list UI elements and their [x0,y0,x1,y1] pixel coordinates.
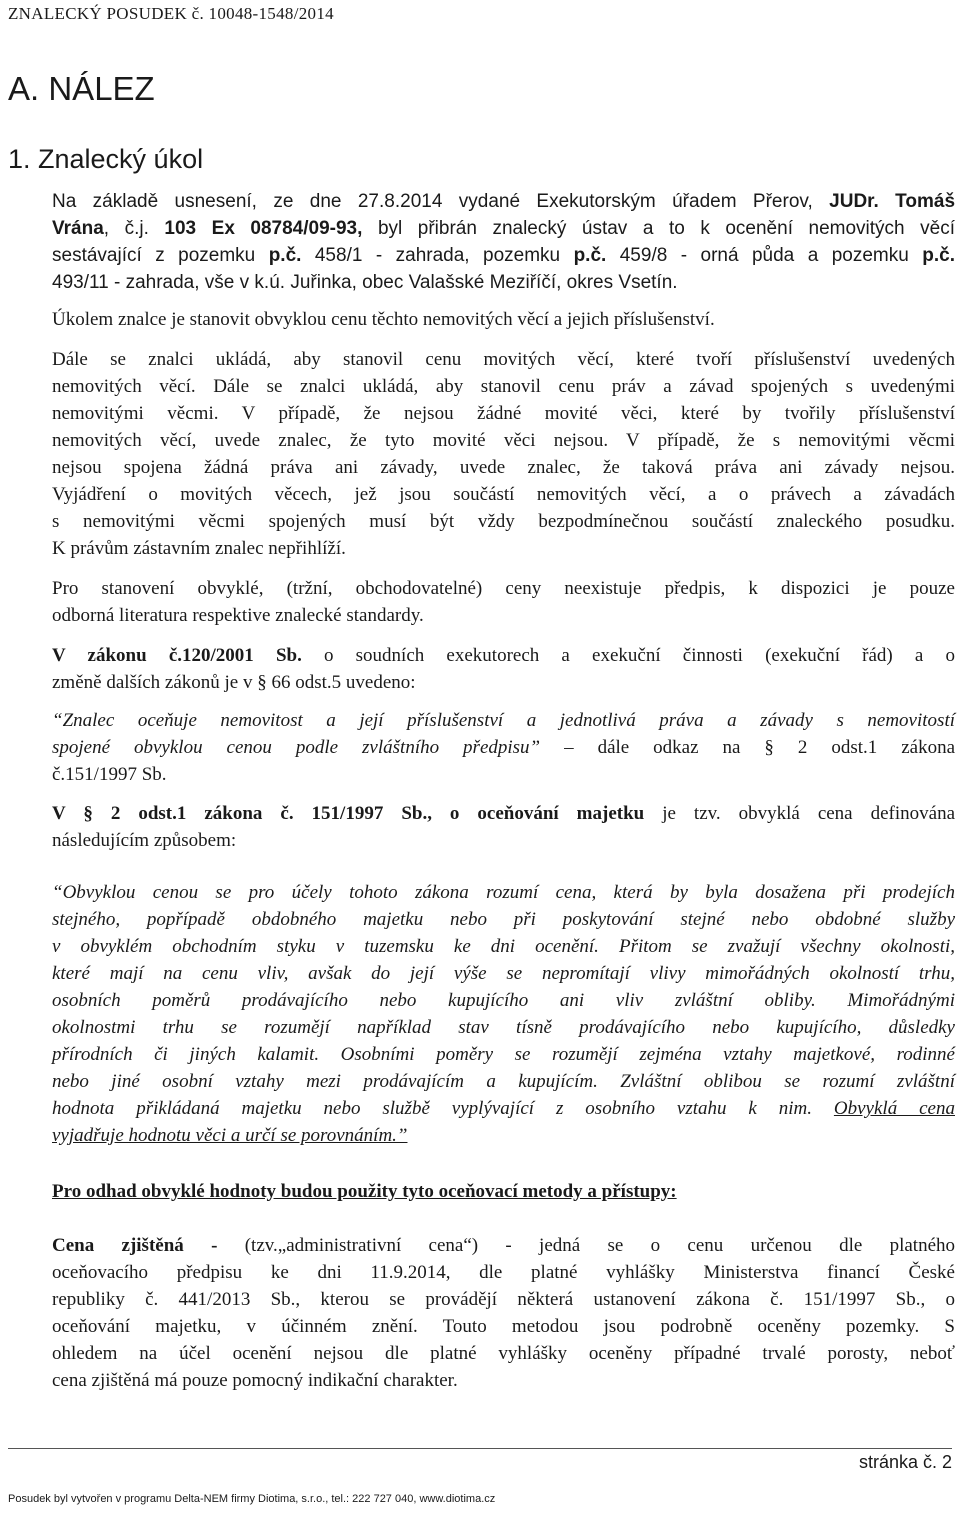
text-line: sestávající z pozemku p.č. 458/1 - zahrada, pozemku p.č. 459/8 - orná půda a pozemku p.č. [52,245,955,266]
quote-line: stejného, popřípadě obdobného majetku nebo při poskytování stejné nebo obdobné služby [52,909,955,930]
text-line: Dále se znalci ukládá, aby stanovil cenu movitých věcí, které tvoří příslušenství uvedených [52,349,955,370]
text-line: nemovitých věcí, uvede znalec, že tyto movité věci nejsou. V případě, že s nemovitými věcmi [52,430,955,451]
quote-line: které mají na cenu vliv, avšak do její výše se nepromítají vlivy mimořádných okolností trhu, [52,963,955,984]
section-title: A. NÁLEZ [8,70,155,107]
text-line: Pro stanovení obvyklé, (tržní, obchodovatelné) ceny neexistuje předpis, k dispozici je pouze [52,578,955,599]
text-line: změně dalších zákonů je v § 66 odst.5 uvedeno: [52,672,416,693]
text-line: nejsou spojena žádná práva ani závady, uvede znalec, že taková práva ani závady nejsou. [52,457,955,478]
quote-line: nebo jiné osobní vztahy mezi prodávajícím a kupujícím. Zvláštní oblibou se rozumí zvláštní [52,1071,955,1092]
page-number: stránka č. 2 [858,1452,952,1472]
quote-line: vyjadřuje hodnotu věci a určí se porovnáním.” [52,1125,408,1146]
methods-heading: Pro odhad obvyklé hodnoty budou použity tyto oceňovací metody a přístupy: [52,1181,677,1202]
text-line: nemovitými věcmi. V případě, že nejsou žádné movité věci, které by tvořily příslušenství [52,403,955,424]
text-line: Vrána, č.j. 103 Ex 08784/09-93, byl přibrán znalecký ústav a to k ocenění nemovitých věcí [52,218,955,239]
document-header: ZNALECKÝ POSUDEK č. 10048-1548/2014 [8,4,334,23]
text-line: republiky č. 441/2013 Sb., kterou se provádějí některá ustanovení zákona č. 151/1997 Sb., o [52,1289,955,1310]
quote-line: “Znalec oceňuje nemovitost a její příslušenství a jednotlivá práva a závady s nemovitostí [52,710,955,731]
text-line: V § 2 odst.1 zákona č. 151/1997 Sb., o oceňování majetku je tzv. obvyklá cena definována [52,803,956,824]
text-line: následujícím způsobem: [52,830,237,851]
quote-line: hodnota přikládaná majetku nebo službě vyplývající z osobního vztahu k nim. Obvyklá cena [52,1098,955,1119]
quote-line: okolnostmi trhu se rozumějí například stav tísně prodávajícího nebo kupujícího, důsledky [52,1017,955,1038]
text-line: Na základě usnesení, ze dne 27.8.2014 vydané Exekutorským úřadem Přerov, JUDr. Tomáš [52,191,956,212]
quote-line: osobních poměrů prodávajícího nebo kupujícího ani vliv zvláštní obliby. Mimořádnými [52,990,955,1011]
footer-note: Posudek byl vytvořen v programu Delta-NEM firmy Diotima, s.r.o., tel.: 222 727 040, www.diotima.cz [8,1493,496,1505]
quote-line: spojené obvyklou cenou podle zvláštního předpisu” – dále odkaz na § 2 odst.1 zákona [52,737,955,758]
text-line: oceňování majetku, v účinném znění. Touto metodou jsou podrobně oceněny pozemky. S [52,1316,955,1337]
text-line: odborná literatura respektive znalecké standardy. [52,605,424,626]
text-line: 493/11 - zahrada, vše v k.ú. Juřinka, obec Valašské Meziříčí, okres Vsetín. [52,272,678,293]
text-line: oceňovacího předpisu ke dni 11.9.2014, dle platné vyhlášky Ministerstva financí České [52,1262,955,1283]
text-line: Úkolem znalce je stanovit obvyklou cenu těchto nemovitých věcí a jejich příslušenství. [52,309,715,330]
text-line: K právům zástavním znalec nepřihlíží. [52,538,346,559]
text-line: V zákonu č.120/2001 Sb. o soudních exekutorech a exekuční činnosti (exekuční řád) a o [52,645,955,666]
text-line: ohledem na účel ocenění nejsou dle platné vyhlášky oceněny případné trvalé porosty, neboť [52,1343,955,1364]
text-line: s nemovitými věcmi spojených musí být vždy bezpodmínečnou součástí znaleckého posudku. [52,511,955,532]
footer-divider [8,1448,952,1449]
quote-line: v obvyklém obchodním styku v tuzemsku ke dni ocenění. Přitom se zvažují všechny okolnosti, [52,936,955,957]
text-line: Cena zjištěná - (tzv.„administrativní cena“) - jedná se o cenu určenou dle platného [52,1235,955,1256]
quote-line: “Obvyklou cenou se pro účely tohoto zákona rozumí cena, která by byla dosažena při prodejích [52,882,955,903]
text-line: Vyjádření o movitých věcech, jež jsou součástí nemovitých věcí, a o právech a závadách [52,484,955,505]
text-line: č.151/1997 Sb. [52,764,167,785]
subsection-title: 1. Znalecký úkol [8,144,204,174]
text-line: cena zjištěná má pouze pomocný indikační charakter. [52,1370,458,1391]
quote-line: přírodních či jiných kalamit. Osobními poměry se rozumějí zejména vztahy majetkové, rodinné [52,1044,955,1065]
text-line: nemovitých věcí. Dále se znalci ukládá, aby stanovil cenu práv a závad spojených s uvedenými [52,376,955,397]
